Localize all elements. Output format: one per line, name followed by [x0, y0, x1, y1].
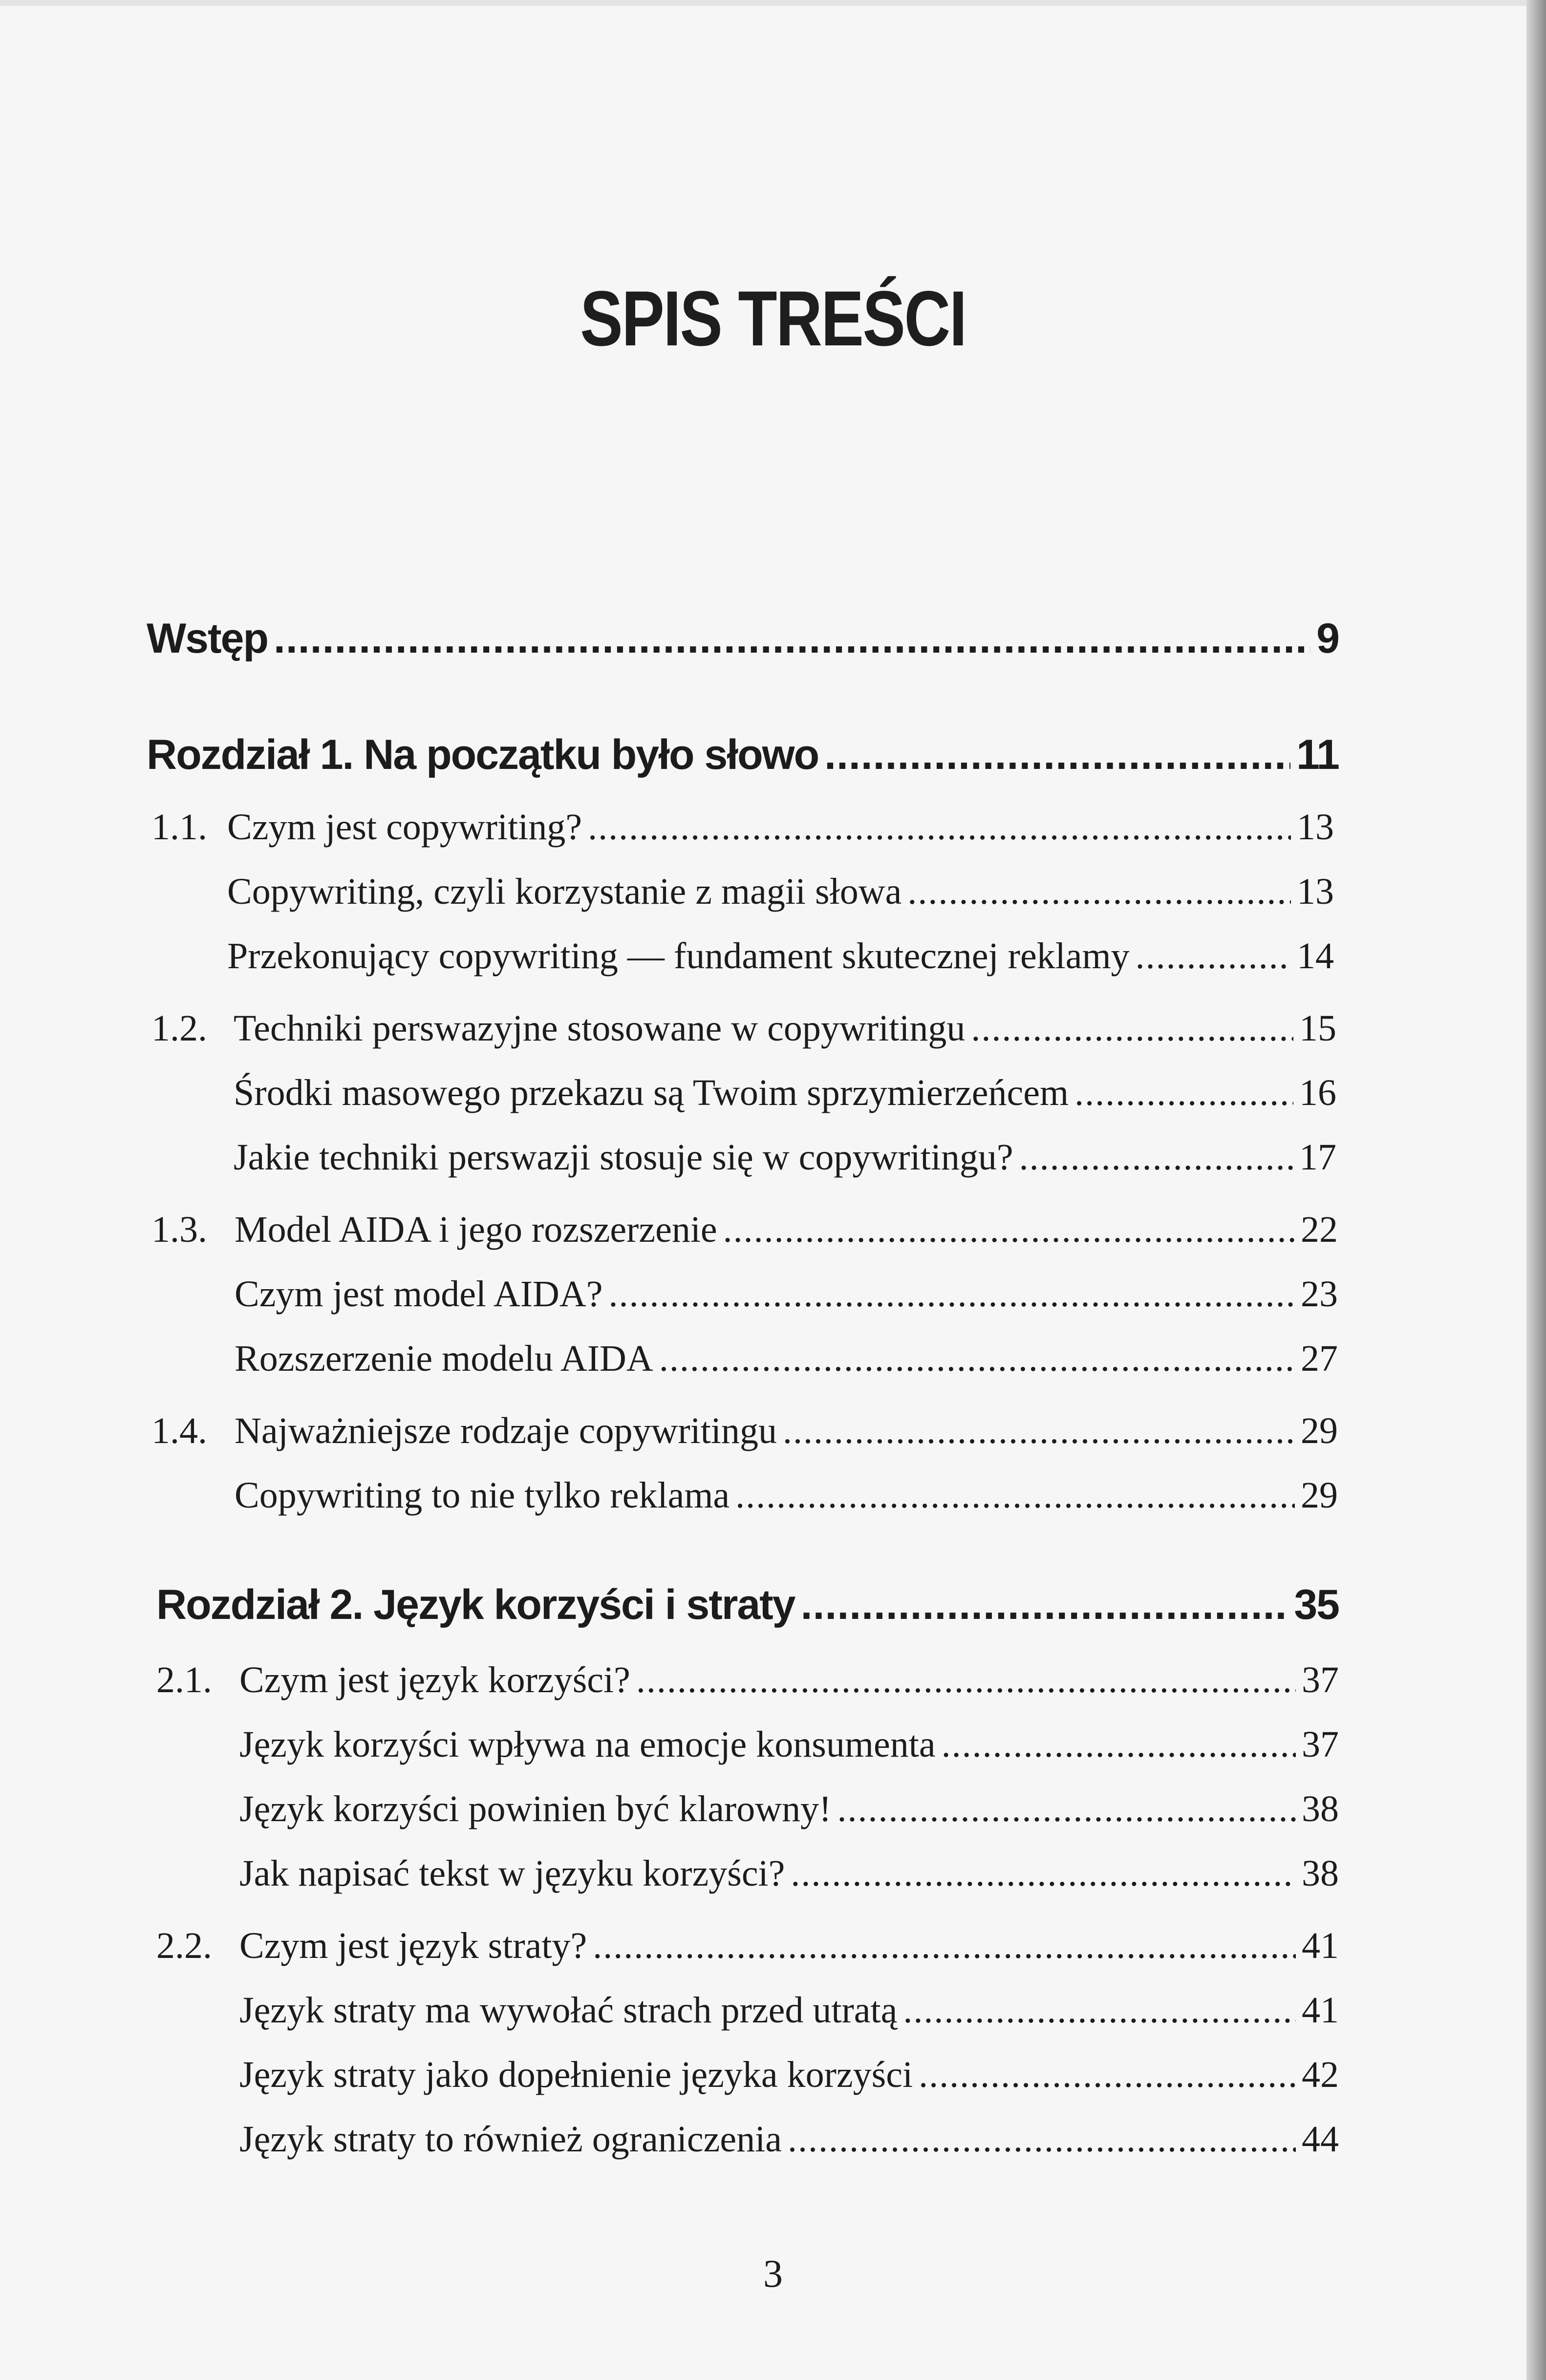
leader-dots	[636, 1659, 1296, 1701]
toc-section-number: 2.2.	[156, 1925, 212, 1966]
toc-section-number: 1.3.	[151, 1209, 207, 1250]
toc-entry-label: Rozszerzenie modelu AIDA	[235, 1338, 653, 1379]
toc-entry-page: 35	[1294, 1581, 1339, 1628]
toc-entry-subsection	[234, 1072, 1336, 1114]
toc-entry-page: 42	[1302, 2054, 1339, 2095]
toc-entry-label: Czym jest copywriting?	[227, 807, 582, 848]
toc-entry-page: 11	[1296, 731, 1339, 778]
leader-dots	[971, 1007, 1293, 1050]
toc-entry-section	[239, 1925, 1339, 1967]
leader-dots	[942, 1723, 1296, 1766]
toc-entry-intro	[147, 615, 1339, 663]
toc-entry-subsection	[239, 1788, 1339, 1830]
toc-entry-section	[234, 1007, 1336, 1050]
toc-entry-page: 38	[1302, 1788, 1339, 1829]
toc-entry-label: Rozdział 2. Język korzyści i straty	[156, 1581, 795, 1628]
toc-entry-page: 15	[1299, 1008, 1336, 1049]
toc-entry-subsection	[239, 2118, 1339, 2161]
toc-section-number: 2.1.	[156, 1659, 212, 1700]
toc-entry-label: Język korzyści powinien być klarowny!	[239, 1788, 832, 1829]
leader-dots	[837, 1788, 1296, 1830]
toc-entry-page: 29	[1301, 1410, 1338, 1451]
toc-section-number: 1.4.	[151, 1410, 207, 1451]
toc-entry-page: 23	[1301, 1274, 1338, 1315]
toc-entry-chapter-2	[156, 1581, 1339, 1629]
leader-dots	[588, 806, 1291, 849]
toc-entry-page: 38	[1302, 1853, 1339, 1894]
toc-entry-section	[235, 1209, 1338, 1251]
toc-entry-page: 37	[1302, 1724, 1339, 1765]
leader-dots	[723, 1209, 1295, 1251]
toc-entry-label: Przekonujący copywriting — fundament skutecznej reklamy	[227, 935, 1130, 977]
toc-entry-label: Jak napisać tekst w języku korzyści?	[239, 1853, 785, 1894]
toc-entry-label: Rozdział 1. Na początku było słowo	[147, 731, 819, 778]
leader-dots	[903, 1989, 1296, 2032]
toc-entry-subsection	[235, 1474, 1338, 1517]
toc-entry-subsection	[227, 935, 1334, 978]
page-number: 3	[763, 2252, 783, 2295]
toc-entry-label: Język korzyści wpływa na emocje konsumenta	[239, 1724, 936, 1765]
toc-entry-page: 14	[1297, 935, 1334, 977]
toc-entry-label: Najważniejsze rodzaje copywritingu	[235, 1410, 777, 1451]
leader-dots	[609, 1273, 1295, 1316]
toc-entry-label: Język straty ma wywołać strach przed utratą	[239, 1990, 898, 2031]
leader-dots	[824, 731, 1290, 779]
toc-entry-page: 41	[1302, 1990, 1339, 2031]
leader-dots	[735, 1474, 1295, 1517]
leader-dots	[659, 1338, 1295, 1380]
toc-entry-label: Model AIDA i jego rozszerzenie	[235, 1209, 717, 1250]
leader-dots	[593, 1925, 1296, 1967]
leader-dots	[907, 871, 1291, 913]
toc-entry-page: 27	[1301, 1338, 1338, 1379]
toc-entry-subsection	[234, 1136, 1336, 1179]
toc-entry-chapter-1	[147, 731, 1339, 779]
leader-dots	[1019, 1136, 1293, 1179]
toc-entry-label: Copywriting to nie tylko reklama	[235, 1475, 730, 1516]
toc-section-number: 1.2.	[151, 1008, 207, 1049]
leader-dots	[801, 1581, 1288, 1629]
toc-entry-subsection	[235, 1338, 1338, 1380]
leader-dots	[791, 1852, 1296, 1895]
toc-entry-subsection	[239, 2054, 1339, 2096]
leader-dots	[1074, 1072, 1293, 1114]
toc-entry-label: Czym jest model AIDA?	[235, 1274, 603, 1315]
leader-dots	[1136, 935, 1291, 978]
leader-dots	[788, 2118, 1296, 2161]
leader-dots	[783, 1410, 1295, 1452]
toc-entry-section	[239, 1659, 1339, 1701]
toc-entry-section	[235, 1410, 1338, 1452]
leader-dots	[274, 615, 1310, 663]
toc-entry-page: 29	[1301, 1475, 1338, 1516]
toc-section-number: 1.1.	[151, 807, 207, 848]
toc-entry-subsection	[235, 1273, 1338, 1316]
toc-entry-label: Jakie techniki perswazji stosuje się w copywritingu?	[234, 1137, 1013, 1178]
toc-entry-page: 37	[1302, 1659, 1339, 1700]
toc-entry-subsection	[239, 1989, 1339, 2032]
toc-entry-label: Język straty jako dopełnienie języka korzyści	[239, 2054, 913, 2095]
toc-entry-section	[227, 806, 1334, 849]
toc-entry-subsection	[227, 871, 1334, 913]
leader-dots	[919, 2054, 1296, 2096]
toc-entry-label: Język straty to również ograniczenia	[239, 2119, 782, 2160]
toc-entry-page: 16	[1299, 1072, 1336, 1113]
toc-entry-page: 41	[1302, 1925, 1339, 1966]
page-title: SPIS TREŚCI	[580, 275, 966, 362]
toc-entry-page: 9	[1316, 615, 1339, 662]
toc-entry-label: Środki masowego przekazu są Twoim sprzymierzeńcem	[234, 1072, 1069, 1113]
toc-entry-page: 44	[1302, 2119, 1339, 2160]
toc-entry-page: 22	[1301, 1209, 1338, 1250]
toc-entry-label: Czym jest język straty?	[239, 1925, 587, 1966]
toc-entry-label: Wstęp	[147, 615, 268, 662]
toc-entry-page: 13	[1297, 807, 1334, 848]
toc-entry-page: 17	[1299, 1137, 1336, 1178]
toc-entry-subsection	[239, 1723, 1339, 1766]
toc-entry-subsection	[239, 1852, 1339, 1895]
toc-entry-label: Techniki perswazyjne stosowane w copywritingu	[234, 1008, 966, 1049]
toc-entry-label: Czym jest język korzyści?	[239, 1659, 630, 1700]
toc-entry-label: Copywriting, czyli korzystanie z magii słowa	[227, 871, 902, 912]
toc-entry-page: 13	[1297, 871, 1334, 912]
